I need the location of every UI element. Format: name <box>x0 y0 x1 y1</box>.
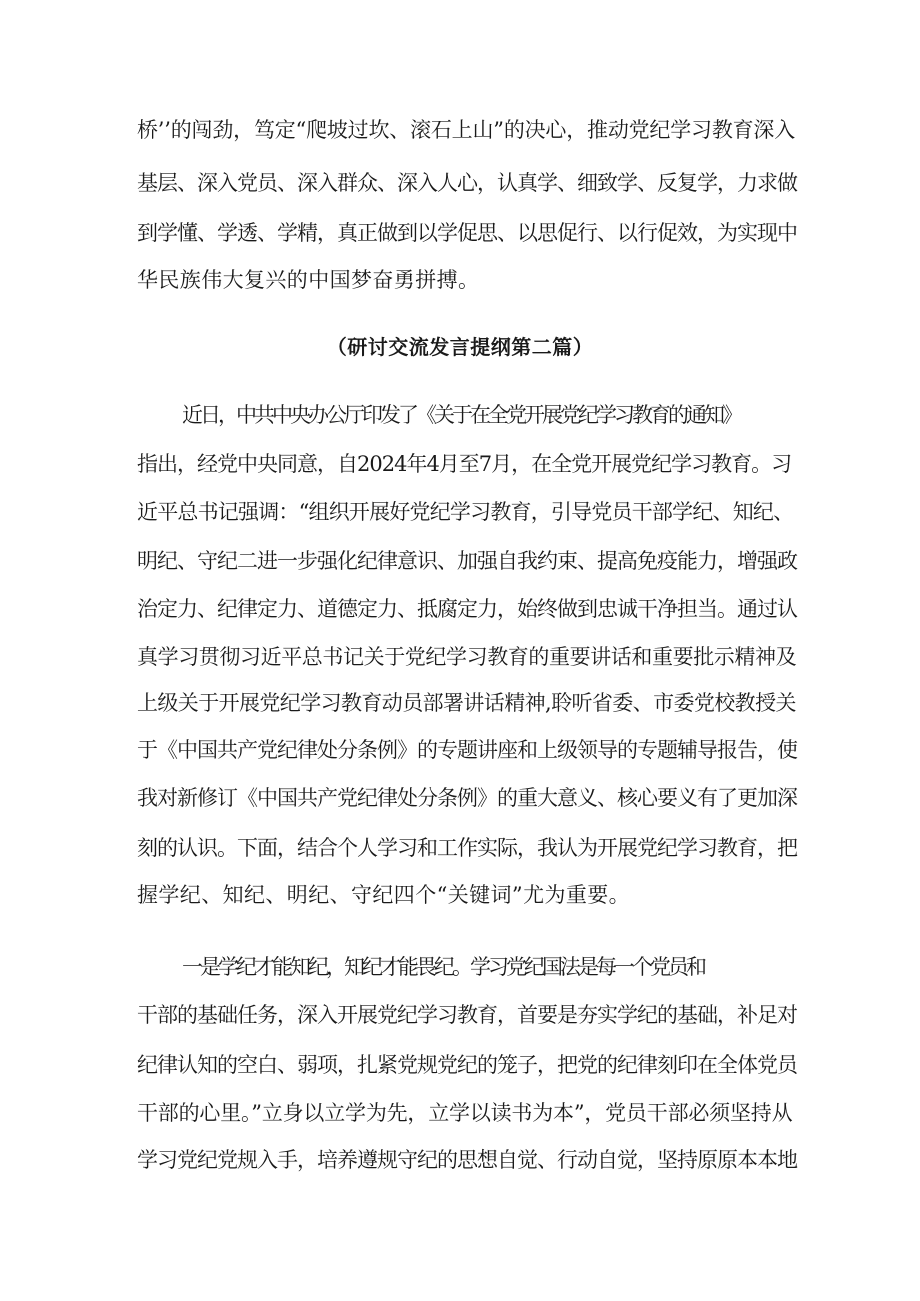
text-line: 桥’’的闯劲，笃定“爬坡过坎、滚石上山”的决心，推动党纪学习教育深入 <box>137 118 796 142</box>
text-line: 握学纪、知纪、明纪、守纪四个“关键词”尤为重要。 <box>137 883 631 907</box>
text-line: 到学懂、学透、学精，真正做到以学促思、以思促行、以行促效，为实现中 <box>137 221 797 245</box>
section-heading: （研讨交流发言提纲第二篇） <box>326 335 594 359</box>
text-line: 明纪、守纪二进一步强化纪律意识、加强自我约束、提高免疫能力，增强政 <box>137 549 797 573</box>
text-line: 近日，中共中央办公厅印发了《关于在全党开展党纪学习教育的通知》 <box>182 403 740 427</box>
text-line: 干部的心里。”立身以立学为先，立学以读书为本”，党员干部必须坚持从 <box>137 1101 793 1125</box>
text-line: 刻的认识。下面，结合个人学习和工作实际，我认为开展党纪学习教育，把 <box>137 836 797 860</box>
text-line: 纪律认知的空白、弱项，扎紧党规党纪的笼子，把党的纪律刻印在全体党员 <box>137 1053 797 1077</box>
text-line: 我对新修订《中国共产党纪律处分条例》的重大意义、核心要义有了更加深 <box>137 786 797 810</box>
text-line: 一是学纪才能知纪，知纪才能畏纪。学习党纪国法是每一个党员和 <box>182 955 704 979</box>
text-line: 近平总书记强调：“组织开展好党纪学习教育，引导党员干部学纪、知纪、 <box>137 500 794 524</box>
text-line: 华民族伟大复兴的中国梦奋勇拼搏。 <box>137 268 480 292</box>
text-line: 干部的基础任务，深入开展党纪学习教育，首要是夯实学纪的基础，补足对 <box>137 1003 797 1027</box>
text-line: 真学习贯彻习近平总书记关于党纪学习教育的重要讲话和重要批示精神及 <box>137 645 797 669</box>
text-line: 治定力、纪律定力、道德定力、抵腐定力，始终做到忠诚干净担当。通过认 <box>137 597 797 621</box>
text-line: 基层、深入党员、深入群众、深入人心，认真学、细致学、反复学，力求做 <box>137 171 797 195</box>
text-line: 学习党纪党规入手，培养遵规守纪的思想自觉、行动自觉，坚持原原本本地 <box>137 1148 797 1172</box>
text-line: 指出，经党中央同意，自2024年4月至7月，在全党开展党纪学习教育。习 <box>137 452 792 476</box>
text-line: 于《中国共产党纪律处分条例》的专题讲座和上级领导的专题辅导报告，使 <box>137 738 797 762</box>
text-line: 上级关于开展党纪学习教育动员部署讲话精神,聆听省委、市委党校教授关 <box>137 691 796 715</box>
